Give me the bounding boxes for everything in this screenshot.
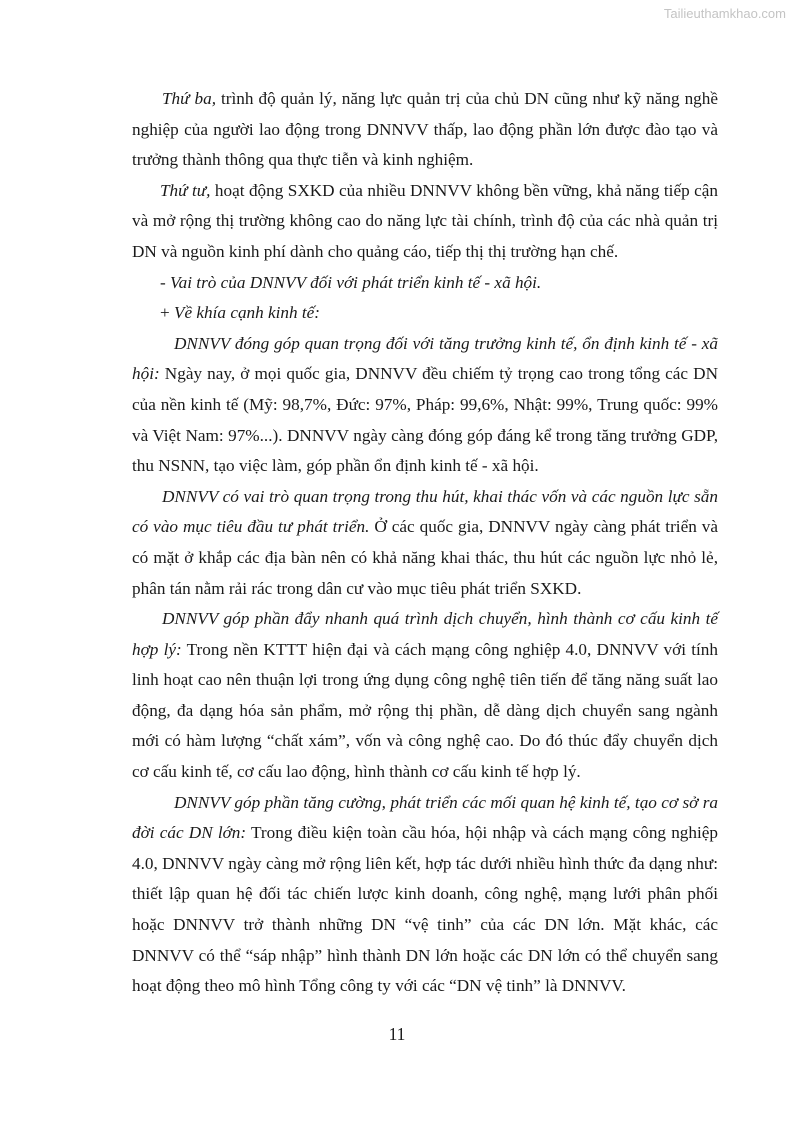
heading-text: Về khía cạnh kinh tế: — [174, 303, 321, 323]
watermark: Tailieuthamkhao.com — [663, 6, 786, 21]
paragraph-lead: DNNVV đóng góp quan trọng đối với tăng trưởng kinh tế, ổn định kinh tế - xã hội: — [132, 333, 718, 384]
paragraph-lead: DNNVV có vai trò quan trọng trong thu hút, khai thác vốn và các nguồn lực sẵn có vào mục tiêu đầu tư phát triển. — [132, 486, 718, 537]
paragraph-relations — [132, 788, 718, 1002]
paragraph-structure — [132, 604, 718, 788]
paragraph-body: Trong nền KTTT hiện đại và cách mạng công nghiệp 4.0, DNNVV với tính linh hoạt cao nên thuận lợi trong ứng dụng công nghệ tiên tiến để tăng năng suất lao động, đa dạng hóa sản phẩm, mở rộng thị phần, dễ dàng dịch chuyển sang ngành mới có hàm lượng “chất xám”, vốn và công nghệ cao. Do đó thúc đẩy chuyển dịch cơ cấu kinh tế, cơ cấu lao động, hình thành cơ cấu kinh tế hợp lý. — [132, 639, 718, 782]
paragraph-capital — [132, 482, 718, 604]
paragraph-thu-tu — [132, 176, 718, 268]
page-number: 11 — [388, 1024, 406, 1044]
paragraph-body: Trong điều kiện toàn cầu hóa, hội nhập và cách mạng công nghiệp 4.0, DNNVV ngày càng mở rộng liên kết, hợp tác dưới nhiều hình thức đa dạng như: thiết lập quan hệ đối tác chiến lược kinh doanh, công nghệ, mạng lưới phân phối hoặc DNNVV trở thành những DN “vệ tinh” của các DN lớn. Mặt khác, các DNNVV có thể “sáp nhập” hình thành DN lớn hoặc các DN lớn có thể chuyển sang hoạt động theo mô hình Tổng công ty với các “DN vệ tinh” là DNNVV. — [132, 823, 718, 996]
paragraph-body: Ở các quốc gia, DNNVV ngày càng phát triển và có mặt ở khắp các địa bàn nên có khả năng khai thác, thu hút các nguồn lực nhỏ lẻ, phân tán nằm rải rác trong dân cư vào mục tiêu phát triển SXKD. — [132, 517, 718, 598]
heading-text: Vai trò của DNNVV đối với phát triển kinh tế - xã hội. — [170, 272, 542, 292]
paragraph-thu-ba — [132, 84, 718, 176]
subsection-heading-economic — [132, 298, 718, 329]
paragraph-lead: DNNVV góp phần đẩy nhanh quá trình dịch chuyển, hình thành cơ cấu kinh tế hợp lý: — [132, 609, 718, 659]
section-heading-role — [132, 268, 718, 299]
heading-prefix: + — [160, 303, 174, 323]
body-text — [132, 84, 718, 1002]
paragraph-body: Ngày nay, ở mọi quốc gia, DNNVV đều chiếm tỷ trọng cao trong tổng các DN của nền kinh tế (Mỹ: 98,7%, Đức: 97%, Pháp: 99,6%, Nhật: 99%, Trung quốc: 99% và Việt Nam: 97%...). DNNVV ngày càng đóng góp đáng kể trong tăng trưởng GDP, thu NSNN, tạo việc làm, góp phần ổn định kinh tế - xã hội. — [132, 364, 718, 476]
paragraph-growth — [132, 329, 718, 482]
paragraph-lead: Thứ ba, — [162, 89, 217, 108]
paragraph-body: trình độ quản lý, năng lực quản trị của chủ DN cũng như kỹ năng nghề nghiệp của người lao động trong DNNVV thấp, lao động phần lớn được đào tạo và trưởng thành thông qua thực tiễn và kinh nghiệm. — [132, 89, 718, 170]
paragraph-lead: DNNVV góp phần tăng cường, phát triển các mối quan hệ kinh tế, tạo cơ sở ra đời các DN lớn: — [132, 792, 718, 843]
heading-prefix: - — [160, 272, 171, 292]
paragraph-body: hoạt động SXKD của nhiều DNNVV không bền vững, khả năng tiếp cận và mở rộng thị trường không cao do năng lực tài chính, trình độ của các nhà quản trị DN và nguồn kinh phí dành cho quảng cáo, tiếp thị thị trường hạn chế. — [132, 180, 718, 261]
paragraph-lead: Thứ tư, — [160, 180, 211, 200]
